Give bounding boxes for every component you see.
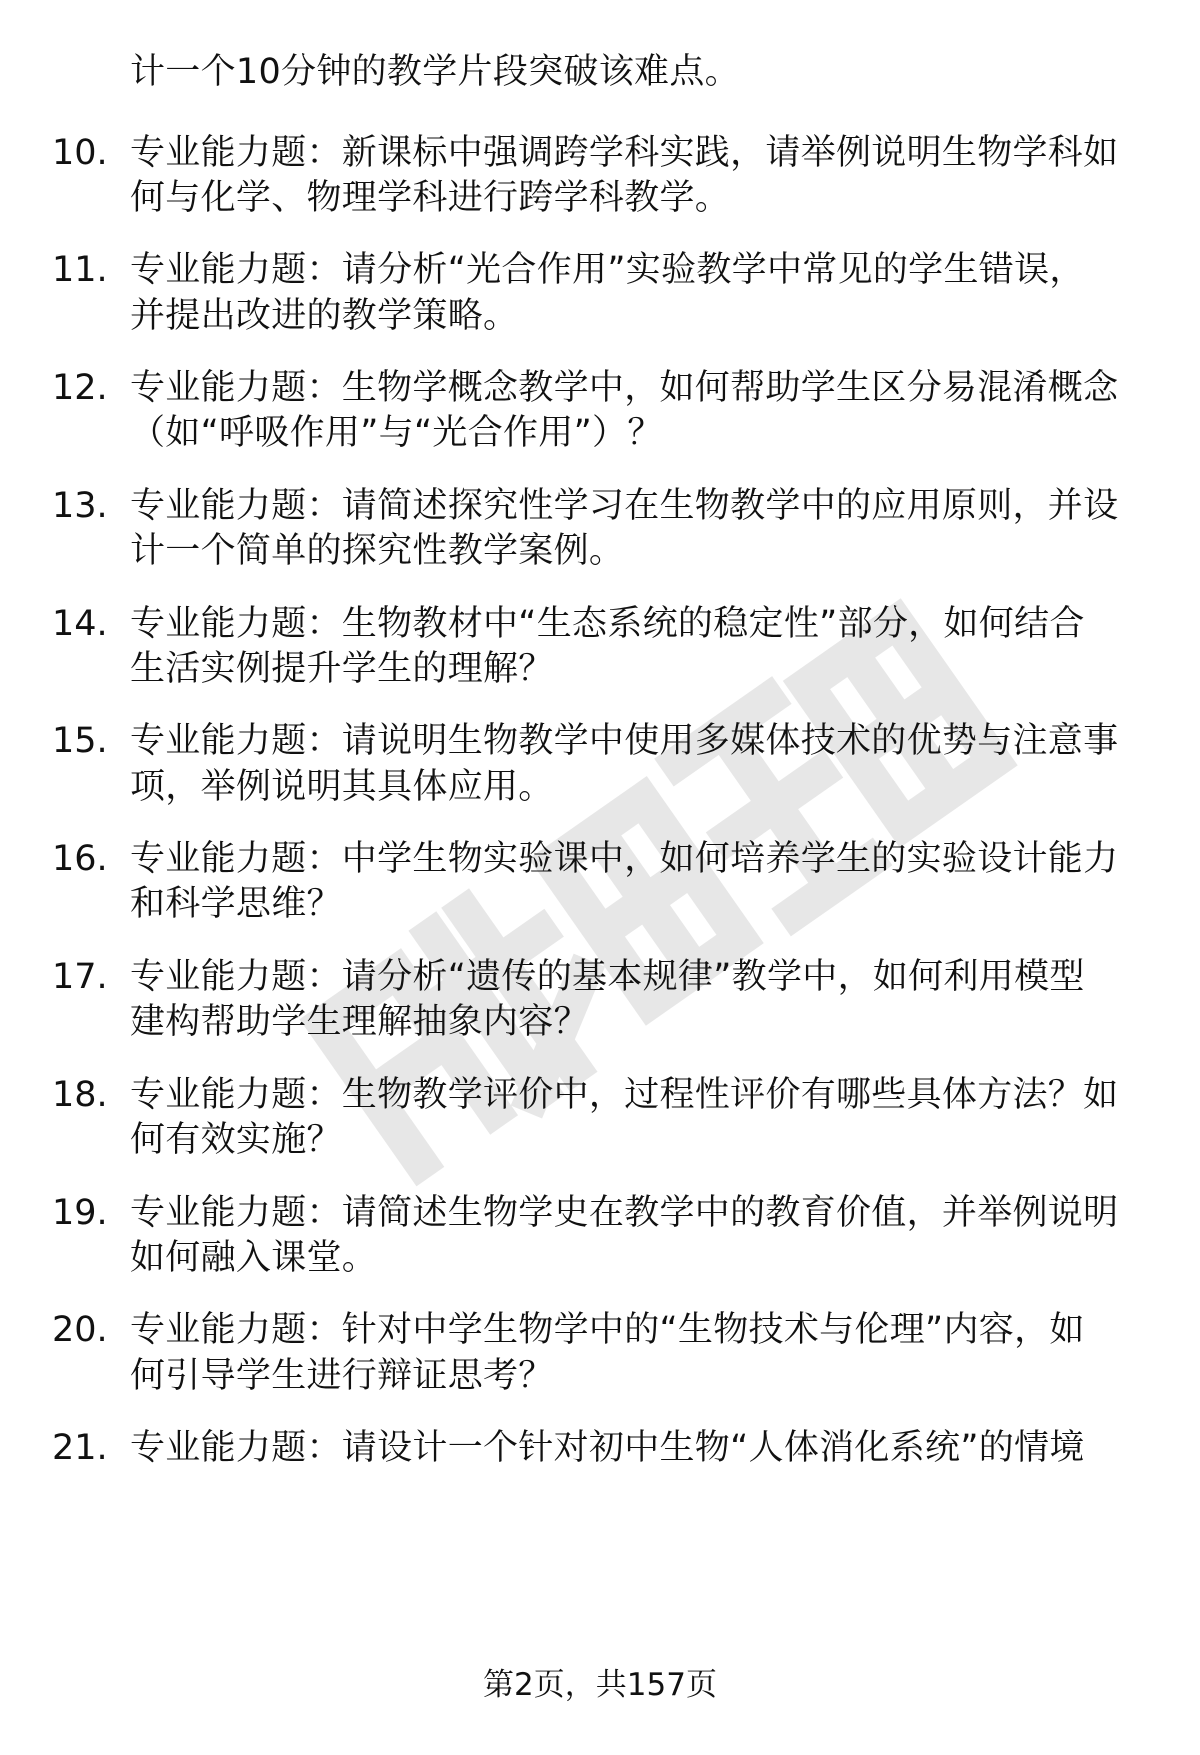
item-number: 13. xyxy=(52,486,108,526)
item-text-line: 专业能力题：请简述探究性学习在生物教学中的应用原则，并设 xyxy=(130,486,1119,526)
item-text-line: 专业能力题：请设计一个针对初中生物“人体消化系统”的情境 xyxy=(130,1428,1085,1468)
item-number: 15. xyxy=(52,721,108,761)
item-text-line: 和科学思维？ xyxy=(130,884,342,924)
item-text-line: 专业能力题：新课标中强调跨学科实践，请举例说明生物学科如 xyxy=(130,133,1119,173)
item-number: 19. xyxy=(52,1193,108,1233)
item-text-line: 专业能力题：生物学概念教学中，如何帮助学生区分易混淆概念 xyxy=(130,368,1119,408)
item-number: 14. xyxy=(52,604,108,644)
item-number: 21. xyxy=(52,1428,108,1468)
page-footer: 第2页，共157页 xyxy=(483,1667,717,1703)
continuation-line: 计一个10分钟的教学片段突破该难点。 xyxy=(130,52,740,92)
item-number: 11. xyxy=(52,250,108,290)
item-number: 17. xyxy=(52,957,108,997)
item-text-line: 建构帮助学生理解抽象内容？ xyxy=(130,1002,589,1042)
item-text-line: （如“呼吸作用”与“光合作用”）？ xyxy=(130,413,663,453)
item-text-line: 项，举例说明其具体应用。 xyxy=(130,767,554,807)
item-number: 16. xyxy=(52,839,108,879)
item-text-line: 计一个简单的探究性教学案例。 xyxy=(130,531,625,571)
item-text-line: 何有效实施？ xyxy=(130,1120,342,1160)
item-text-line: 专业能力题：请分析“光合作用”实验教学中常见的学生错误， xyxy=(130,250,1085,290)
item-number: 10. xyxy=(52,133,108,173)
item-text-line: 何引导学生进行辩证思考？ xyxy=(130,1356,554,1396)
item-text-line: 专业能力题：请简述生物学史在教学中的教育价值，并举例说明 xyxy=(130,1193,1119,1233)
item-text-line: 专业能力题：针对中学生物学中的“生物技术与伦理”内容，如 xyxy=(130,1310,1085,1350)
item-text-line: 如何融入课堂。 xyxy=(130,1238,378,1278)
item-text-line: 专业能力题：中学生物实验课中，如何培养学生的实验设计能力 xyxy=(130,839,1119,879)
item-number: 20. xyxy=(52,1310,108,1350)
item-text-line: 并提出改进的教学策略。 xyxy=(130,296,519,336)
item-text-line: 专业能力题：请分析“遗传的基本规律”教学中，如何利用模型 xyxy=(130,957,1085,997)
item-text-line: 何与化学、物理学科进行跨学科教学。 xyxy=(130,178,731,218)
item-number: 12. xyxy=(52,368,108,408)
item-text-line: 专业能力题：请说明生物教学中使用多媒体技术的优势与注意事 xyxy=(130,721,1119,761)
item-text-line: 专业能力题：生物教材中“生态系统的稳定性”部分，如何结合 xyxy=(130,604,1085,644)
item-text-line: 专业能力题：生物教学评价中，过程性评价有哪些具体方法？如 xyxy=(130,1075,1119,1115)
item-number: 18. xyxy=(52,1075,108,1115)
item-text-line: 生活实例提升学生的理解？ xyxy=(130,649,554,689)
